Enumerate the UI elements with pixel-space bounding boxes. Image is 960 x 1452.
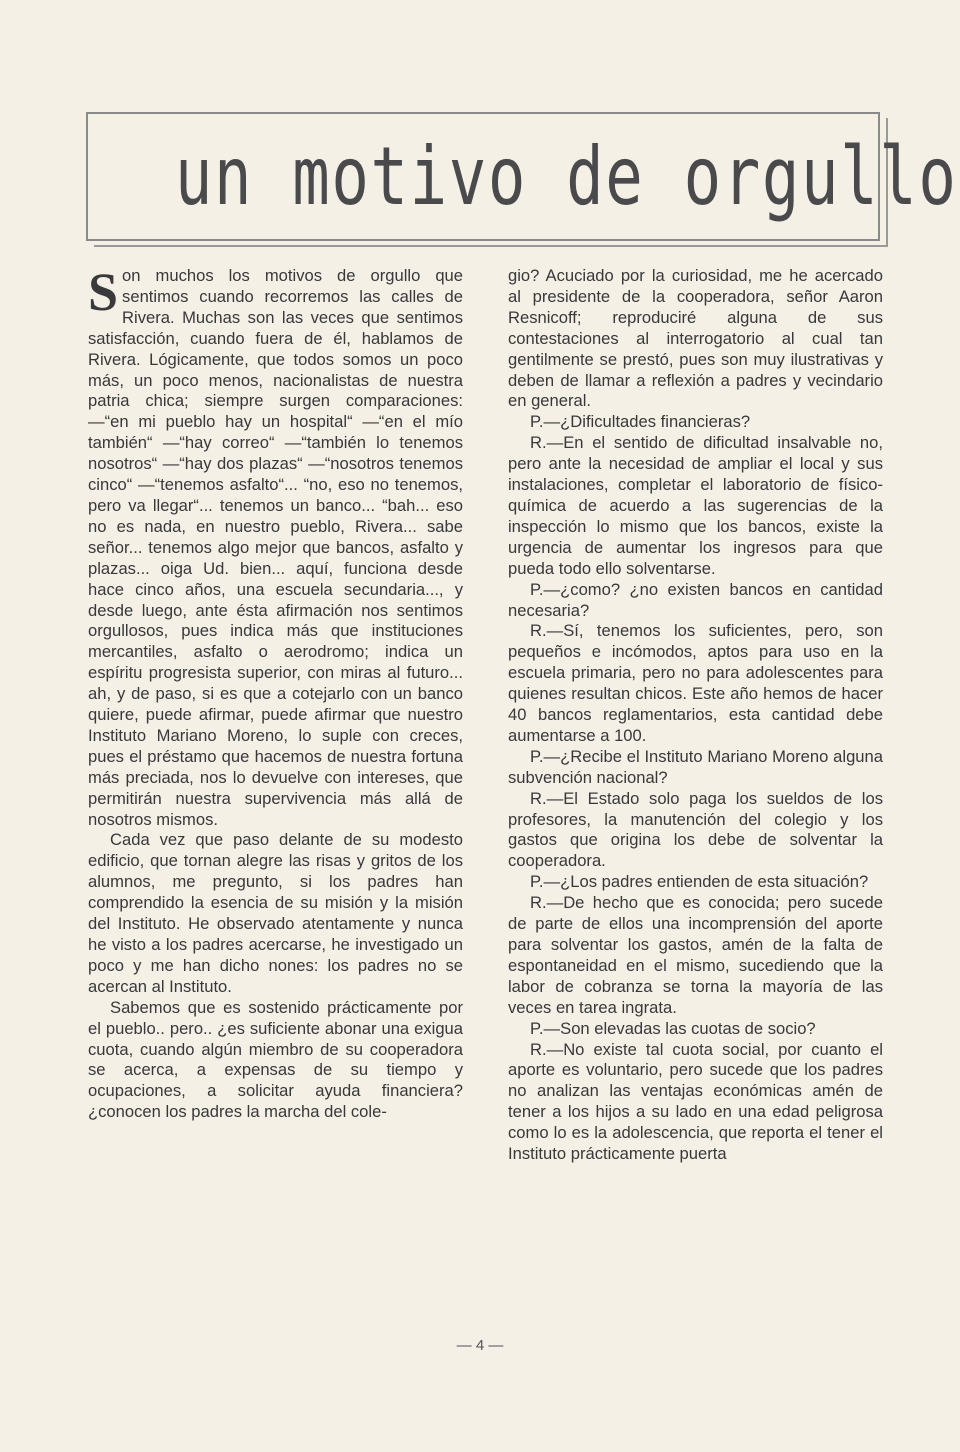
left-column (88, 262, 463, 1123)
paragraph-text: on muchos los motivos de orgullo que sentimos cuando recorremos las calles de Rivera. Muchas son las veces que sentimos satisfacción, cuando fuera de él, hablamos de Rivera. Lógicamente, que todos somos un poco más, un poco menos, nacionalistas de nuestra patria chica; siempre surgen comparaciones: —“en mi pueblo hay un hospital“ —“en el mío también“ —“hay correo“ —“también lo tenemos nosotros“ —“hay dos plazas“ —“nosotros tenemos cinco“ —“tenemos asfalto“... “no, eso no tenemos, pero va llegar“... tenemos un banco... “bah... eso no es nada, en nuestro pueblo, Rivera... sabe señor... tenemos algo mejor que bancos, asfalto y plazas... oiga Ud. bien... aquí, funciona desde hace cinco años, una escuela secundaria..., y desde luego, ante ésta afirmación nos sentimos orgullosos, pues indica más que instituciones mercantiles, asfalto o aerodromo; indica un espíritu progresista superior, con miras al futuro... ah, y de paso, si es que a cotejarlo con un banco quiere, puede afirmar, puede afirmar que nuestro Instituto Mariano Moreno, lo suple con creces, pues el préstamo que hacemos de nuestra fortuna más preciada, nos lo devuelve con intereses, que permitirán nuestra supervivencia más allá de nosotros mismos. (88, 266, 463, 829)
answer: R.—En el sentido de dificultad insalvable no, pero ante la necesidad de ampliar el local y sus instalaciones, completar el laboratorio de físico-química de acuerdo a las sugerencias de la inspección lo mismo que los bancos, existe la urgencia de aumentar los ingresos para que pueda todo ello solventarse. (508, 433, 883, 578)
paragraph: Cada vez que paso delante de su modesto edificio, que tornan alegre las risas y gritos de los alumnos, me pregunto, si los padres han comprendido la esencia de su misión y la misión del Instituto. He observado atentamente y nunca he visto a los padres acercarse, he investigado un poco y me han dicho nones: los padres no se acercan al Instituto. (88, 830, 463, 996)
question: P.—¿Los padres entienden de esta situación? (530, 872, 869, 892)
paragraph: Sabemos que es sostenido prácticamente por el pueblo.. pero.. ¿es suficiente abonar una exigua cuota, cuando algún miembro de su cooperadora se acerca, a expensas de su tiempo y ocupaciones, a solicitar ayuda financiera? ¿conocen los padres la marcha del cole- (88, 997, 463, 1122)
answer: R.—Sí, tenemos los suficientes, pero, son pequeños e incómodos, aptos para uso en la escuela primaria, pero no para adolescentes para quienes resultan chicos. Este año hemos de hacer 40 bancos reglamentarios, esta cantidad debe aumentarse a 100. (508, 621, 883, 745)
paragraph: gio? Acuciado por la curiosidad, me he acercado al presidente de la cooperadora, señor Aaron Resnicoff; reproduciré alguna de sus contestaciones al interrogatorio al cual tan gentilmente se prestó, pues son muy ilustrativas y deben de llamar a reflexión a padres y vecindario en general. (508, 266, 883, 411)
drop-cap: S (88, 262, 119, 322)
right-column (508, 266, 883, 1165)
title-frame (86, 112, 958, 241)
question: P.—Son elevadas las cuotas de socio? (530, 1018, 816, 1038)
answer: R.—El Estado solo paga los sueldos de los profesores, la manutención del colegio y los gastos que origina los debe de solventar la cooperadora. (508, 788, 883, 871)
question: P.—¿Dificultades financieras? (530, 412, 751, 432)
question: P.—¿como? ¿no existen bancos en cantidad necesaria? (508, 579, 883, 620)
paragraph (88, 262, 463, 830)
article-title: un motivo de orgullo (174, 130, 958, 223)
question: P.—¿Recibe el Instituto Mariano Moreno alguna subvención nacional? (508, 746, 883, 787)
answer: R.—No existe tal cuota social, por cuanto el aporte es voluntario, pero sucede que los padres no analizan las ventajas económicas amén de tener a los hijos a su lado en una edad peligrosa como lo es la adolescencia, que reporta el tener el Instituto prácticamente puerta (508, 1039, 883, 1164)
answer: R.—De hecho que es conocida; pero sucede de parte de ellos una incomprensión del aporte para solventar los gastos, amén de la falta de espontaneidad en el mismo, sucediendo que la labor de cobranza se torna la mayoría de las veces en tarea ingrata. (508, 893, 883, 1017)
page-number: — 4 — (456, 1337, 504, 1354)
